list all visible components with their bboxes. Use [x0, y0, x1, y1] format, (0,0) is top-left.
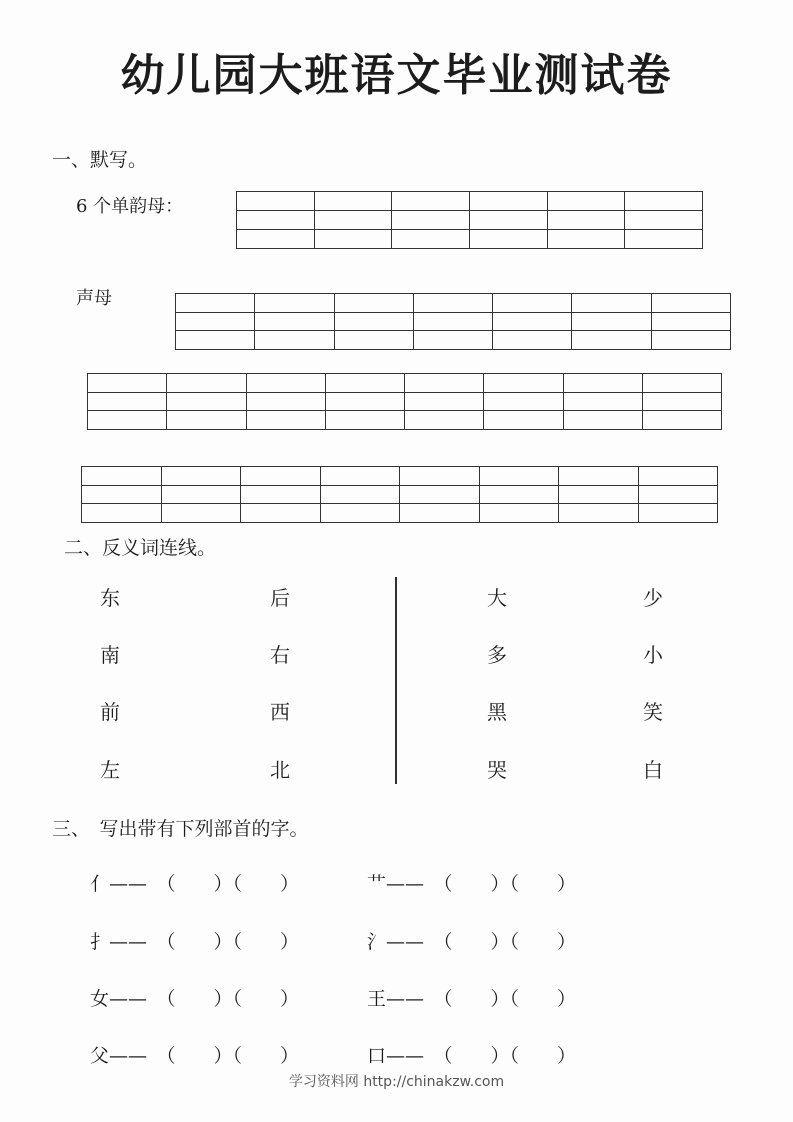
grid-cell: [325, 374, 404, 393]
grid-cell: [572, 331, 651, 350]
initial-writing-grid: [81, 466, 718, 523]
grid-cell: [493, 312, 572, 331]
section-2-heading: 二、反义词连线。: [64, 537, 217, 559]
grid-cell: [246, 411, 325, 430]
grid-cell: [493, 294, 572, 313]
grid-cell: [572, 294, 651, 313]
antonym-word: 西: [270, 700, 290, 724]
grid-cell: [479, 504, 559, 523]
grid-cell: [88, 411, 167, 430]
radical-prompt: 女—— （ ）（ ）: [90, 988, 300, 1010]
grid-cell: [405, 411, 484, 430]
antonym-word: 右: [270, 643, 290, 667]
grid-cell: [392, 211, 470, 230]
antonym-word: 哭: [487, 758, 507, 782]
antonym-word: 黑: [487, 700, 507, 724]
antonym-word: 笑: [643, 700, 663, 724]
grid-cell: [161, 504, 241, 523]
grid-cell: [638, 485, 718, 504]
grid-cell: [161, 467, 241, 486]
grid-cell: [246, 392, 325, 411]
grid-cell: [392, 230, 470, 249]
radical-prompt: 亻—— （ ）（ ）: [90, 873, 300, 895]
grid-cell: [314, 211, 392, 230]
grid-cell: [479, 467, 559, 486]
grid-cell: [176, 312, 255, 331]
grid-cell: [314, 230, 392, 249]
grid-cell: [82, 467, 162, 486]
grid-cell: [484, 392, 563, 411]
grid-cell: [479, 485, 559, 504]
grid-cell: [255, 294, 334, 313]
grid-cell: [241, 504, 321, 523]
grid-cell: [642, 411, 721, 430]
grid-cell: [642, 392, 721, 411]
grid-cell: [400, 504, 480, 523]
grid-cell: [484, 411, 563, 430]
antonym-word: 北: [270, 758, 290, 782]
grid-cell: [563, 392, 642, 411]
grid-cell: [237, 230, 315, 249]
grid-cell: [547, 230, 625, 249]
grid-cell: [642, 374, 721, 393]
grid-cell: [88, 392, 167, 411]
vowel-writing-grid: [236, 191, 703, 249]
grid-cell: [469, 192, 547, 211]
antonym-word: 少: [643, 586, 663, 610]
antonym-word: 小: [643, 643, 663, 667]
radical-prompt: 艹—— （ ）（ ）: [367, 873, 577, 895]
grid-cell: [167, 392, 246, 411]
grid-cell: [400, 485, 480, 504]
grid-cell: [405, 374, 484, 393]
grid-cell: [559, 467, 639, 486]
footer-watermark: 学习资料网 http://chinakzw.com: [288, 1074, 505, 1090]
grid-cell: [651, 312, 730, 331]
grid-cell: [325, 411, 404, 430]
grid-cell: [563, 374, 642, 393]
grid-cell: [161, 485, 241, 504]
radical-prompt: 父—— （ ）（ ）: [90, 1045, 300, 1067]
grid-cell: [547, 211, 625, 230]
grid-cell: [167, 411, 246, 430]
initial-label: 声母: [76, 288, 112, 309]
grid-cell: [469, 230, 547, 249]
grid-cell: [320, 504, 400, 523]
grid-cell: [320, 467, 400, 486]
grid-cell: [82, 504, 162, 523]
grid-cell: [638, 504, 718, 523]
grid-cell: [625, 211, 703, 230]
grid-cell: [82, 485, 162, 504]
grid-cell: [255, 331, 334, 350]
grid-cell: [241, 467, 321, 486]
grid-cell: [547, 192, 625, 211]
grid-cell: [334, 331, 413, 350]
grid-cell: [246, 374, 325, 393]
grid-cell: [563, 411, 642, 430]
antonym-word: 东: [100, 586, 120, 610]
page-title: 幼儿园大班语文毕业测试卷: [120, 50, 673, 101]
initial-writing-grid: [87, 373, 722, 430]
grid-cell: [651, 294, 730, 313]
grid-cell: [241, 485, 321, 504]
grid-cell: [625, 230, 703, 249]
antonym-word: 前: [100, 700, 120, 724]
grid-cell: [493, 331, 572, 350]
grid-cell: [638, 467, 718, 486]
grid-cell: [334, 312, 413, 331]
section-3-heading: 三、 写出带有下列部首的字。: [52, 818, 309, 840]
grid-cell: [484, 374, 563, 393]
initial-writing-grid: [175, 293, 731, 350]
antonym-word: 多: [487, 643, 507, 667]
grid-cell: [405, 392, 484, 411]
grid-cell: [314, 192, 392, 211]
radical-prompt: 氵—— （ ）（ ）: [367, 931, 577, 953]
antonym-word: 左: [100, 758, 120, 782]
grid-cell: [559, 485, 639, 504]
divider-line: [395, 577, 397, 784]
grid-cell: [255, 312, 334, 331]
grid-cell: [469, 211, 547, 230]
radical-prompt: 口—— （ ）（ ）: [367, 1045, 577, 1067]
antonym-word: 后: [270, 586, 290, 610]
vowel-label: 6 个单韵母：: [76, 196, 184, 217]
grid-cell: [625, 192, 703, 211]
antonym-word: 大: [487, 586, 507, 610]
grid-cell: [237, 211, 315, 230]
grid-cell: [237, 192, 315, 211]
section-1-heading: 一、默写。: [52, 149, 148, 171]
grid-cell: [320, 485, 400, 504]
antonym-word: 南: [100, 643, 120, 667]
grid-cell: [572, 312, 651, 331]
grid-cell: [88, 374, 167, 393]
radical-prompt: 王—— （ ）（ ）: [367, 988, 577, 1010]
grid-cell: [392, 192, 470, 211]
grid-cell: [334, 294, 413, 313]
grid-cell: [176, 331, 255, 350]
antonym-word: 白: [643, 758, 663, 782]
grid-cell: [325, 392, 404, 411]
grid-cell: [400, 467, 480, 486]
grid-cell: [559, 504, 639, 523]
radical-prompt: 扌—— （ ）（ ）: [90, 931, 300, 953]
grid-cell: [413, 294, 492, 313]
grid-cell: [167, 374, 246, 393]
grid-cell: [413, 312, 492, 331]
grid-cell: [413, 331, 492, 350]
grid-cell: [176, 294, 255, 313]
grid-cell: [651, 331, 730, 350]
